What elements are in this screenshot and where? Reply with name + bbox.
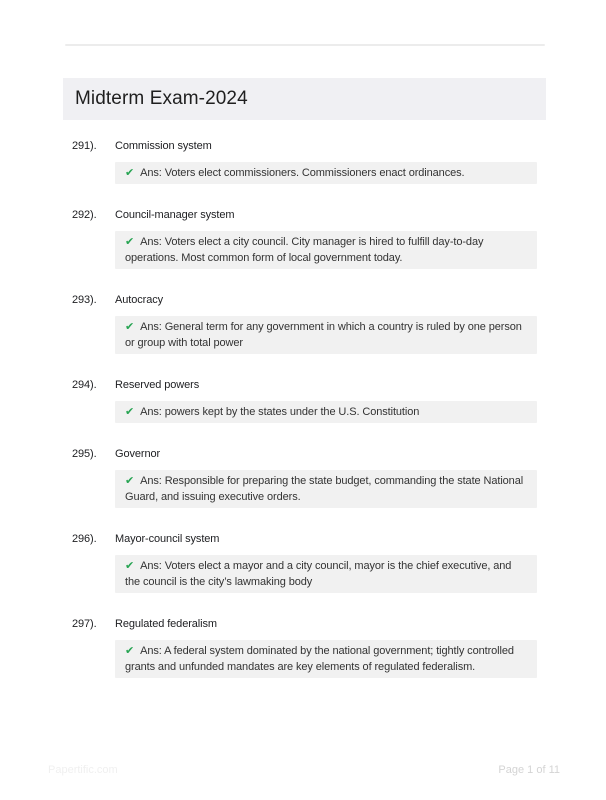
qa-block xyxy=(72,140,537,184)
answer-text: Ans: Voters elect a city council. City manager is hired to fulfill day-to-day operations. Most common form of local government today. xyxy=(125,236,484,264)
answer-box xyxy=(115,231,537,269)
question-row xyxy=(72,533,537,545)
question-row xyxy=(72,618,537,630)
question-number: 297). xyxy=(72,618,97,630)
page-title: Midterm Exam-2024 xyxy=(75,88,248,109)
question-term: Regulated federalism xyxy=(115,618,217,630)
answer-text: Ans: Responsible for preparing the state budget, commanding the state National Guard, and issuing executive orders. xyxy=(125,475,524,503)
answer-text: Ans: A federal system dominated by the national government; tightly controlled grants and unfunded mandates are key elements of regulated federalism. xyxy=(125,645,514,673)
check-icon: ✔ xyxy=(125,406,135,418)
question-term: Reserved powers xyxy=(115,379,200,391)
answer-box xyxy=(115,640,537,678)
question-row xyxy=(72,140,537,152)
qa-block xyxy=(72,294,537,354)
question-number: 295). xyxy=(72,448,97,460)
page-number: Page 1 of 11 xyxy=(498,764,560,776)
qa-block xyxy=(72,618,537,678)
answer-text: Ans: Voters elect a mayor and a city council, mayor is the chief executive, and the council is the city’s lawmaking body xyxy=(125,560,512,588)
check-icon: ✔ xyxy=(125,236,135,248)
question-number: 291). xyxy=(72,140,97,152)
question-row xyxy=(72,448,537,460)
answer-box xyxy=(115,401,537,423)
answer-text: Ans: powers kept by the states under the U.S. Constitution xyxy=(140,406,420,418)
question-term: Council-manager system xyxy=(115,209,235,221)
question-number: 294). xyxy=(72,379,97,391)
qa-block xyxy=(72,209,537,269)
question-row xyxy=(72,209,537,221)
exam-title-bar xyxy=(63,78,546,120)
check-icon: ✔ xyxy=(125,167,135,179)
qa-block xyxy=(72,379,537,423)
question-row xyxy=(72,294,537,306)
check-icon: ✔ xyxy=(125,475,135,487)
qa-block xyxy=(72,448,537,508)
question-number: 292). xyxy=(72,209,97,221)
qa-block xyxy=(72,533,537,593)
question-term: Mayor-council system xyxy=(115,533,220,545)
answer-box xyxy=(115,162,537,184)
answer-text: Ans: Voters elect commissioners. Commissioners enact ordinances. xyxy=(140,167,465,179)
check-icon: ✔ xyxy=(125,560,135,572)
answer-box xyxy=(115,316,537,354)
qa-list xyxy=(72,140,537,703)
question-term: Commission system xyxy=(115,140,212,152)
check-icon: ✔ xyxy=(125,321,135,333)
question-number: 296). xyxy=(72,533,97,545)
question-term: Governor xyxy=(115,448,161,460)
answer-box xyxy=(115,555,537,593)
watermark-text: Papertific.com xyxy=(48,764,118,776)
question-number: 293). xyxy=(72,294,97,306)
check-icon: ✔ xyxy=(125,645,135,657)
answer-box xyxy=(115,470,537,508)
top-divider xyxy=(65,44,545,46)
question-row xyxy=(72,379,537,391)
question-term: Autocracy xyxy=(115,294,164,306)
answer-text: Ans: General term for any government in which a country is ruled by one person or group with total power xyxy=(125,321,522,349)
